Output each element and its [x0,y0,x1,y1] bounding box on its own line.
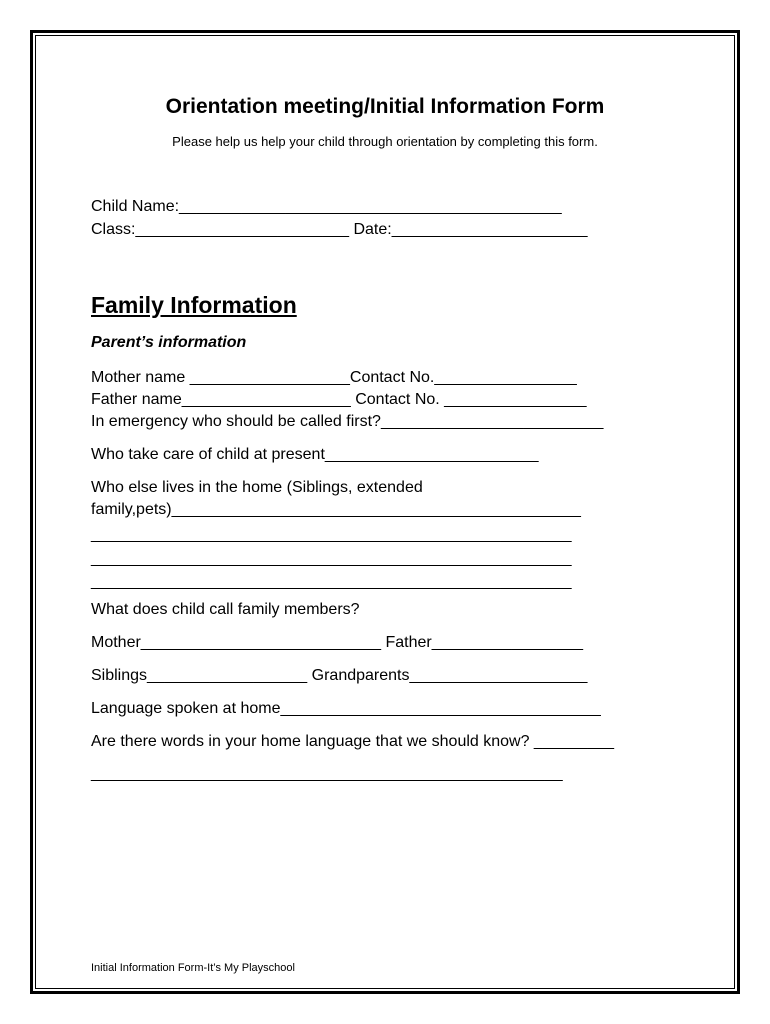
form-subtitle: Please help us help your child through orientation by completing this form. [172,134,598,149]
child-name-field[interactable]: Child Name:___________________________________________ [91,198,562,215]
siblings-grandparents-field[interactable]: Siblings__________________ Grandparents____________________ [91,667,588,684]
household-blank-line[interactable]: ______________________________________________________ [91,550,572,567]
mother-name-field[interactable]: Mother name __________________Contact No.________________ [91,369,577,386]
current-caregiver-field[interactable]: Who take care of child at present________________________ [91,446,539,463]
home-language-words-field[interactable]: Are there words in your home language that we should know? _________ [91,733,615,750]
parents-information-subheading: Parent’s information [91,334,247,351]
form-title: Orientation meeting/Initial Information Form [165,95,605,118]
household-question: Who else lives in the home (Siblings, extended [91,479,423,496]
family-names-question: What does child call family members? [91,601,360,618]
page-footer: Initial Information Form-It’s My Playschool [91,962,295,974]
emergency-contact-field[interactable]: In emergency who should be called first?_________________________ [91,413,604,430]
household-field[interactable]: family,pets)______________________________________________ [91,501,581,518]
mother-father-names-field[interactable]: Mother___________________________ Father_________________ [91,634,584,651]
family-information-heading: Family Information [91,292,297,318]
home-language-words-blank[interactable]: _____________________________________________________ [91,765,563,782]
home-language-field[interactable]: Language spoken at home____________________________________ [91,700,601,717]
class-date-field[interactable]: Class:________________________ Date:______________________ [91,221,588,238]
household-blank-line[interactable]: ______________________________________________________ [91,573,572,590]
father-name-field[interactable]: Father name___________________ Contact No. ________________ [91,391,587,408]
household-blank-line[interactable]: ______________________________________________________ [91,526,572,543]
